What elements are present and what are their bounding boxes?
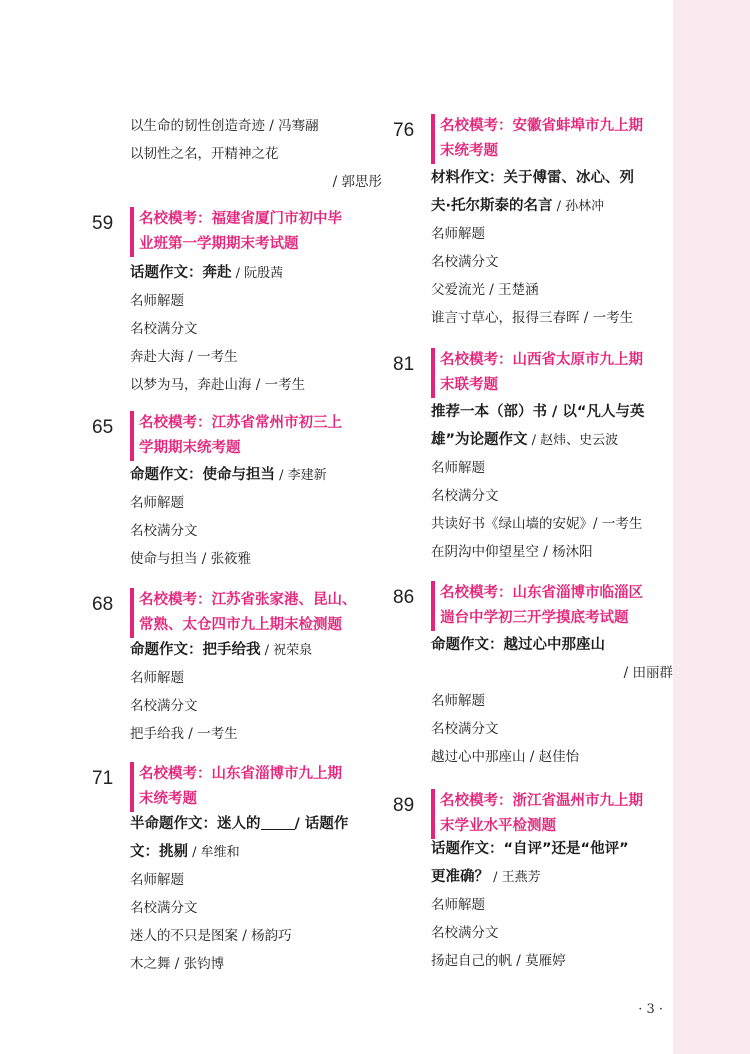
page-number: · 3 · xyxy=(638,1002,663,1017)
toc-entry[interactable]: 把手给我 / 一考生 xyxy=(130,726,238,742)
toc-entry[interactable]: 越过心中那座山 / 赵佳怡 xyxy=(431,749,580,765)
toc-entry[interactable]: 名校满分文 xyxy=(431,488,499,504)
page-ref: 59 xyxy=(92,213,114,234)
page-ref: 76 xyxy=(393,120,415,141)
toc-entry-author: / 郭思彤 xyxy=(332,174,382,190)
fill-in-blank xyxy=(261,815,295,830)
toc-entry[interactable]: 名师解题 xyxy=(130,872,184,888)
topic-line[interactable]: 夫·托尔斯泰的名言 / 孙林冲 xyxy=(431,198,605,214)
toc-entry[interactable]: 名师解题 xyxy=(431,226,485,242)
toc-entry-author: / 田丽群 xyxy=(623,665,673,681)
toc-entry[interactable]: 名校满分文 xyxy=(130,698,198,714)
page-ref: 68 xyxy=(92,594,114,615)
topic-line[interactable]: 材料作文：关于傅雷、冰心、列 xyxy=(431,170,634,186)
section-title[interactable]: 名校模考：江苏省张家港、昆山、 常熟、太仓四市九上期末检测题 xyxy=(130,588,357,638)
topic-line[interactable]: 文：挑剔 / 牟维和 xyxy=(130,844,240,860)
topic-line[interactable]: 话题作文：奔赴 / 阮殷茜 xyxy=(130,265,284,281)
topic-line[interactable]: 雄”为论题作文 / 赵炜、史云波 xyxy=(431,432,619,448)
toc-entry[interactable]: 奔赴大海 / 一考生 xyxy=(130,349,238,365)
section-title[interactable]: 名校模考：山东省淄博市临淄区 遄台中学初三开学摸底考试题 xyxy=(431,581,643,631)
topic-line[interactable]: 话题作文：“自评”还是“他评” xyxy=(431,841,629,857)
section-title[interactable]: 名校模考：安徽省蚌埠市九上期 末统考题 xyxy=(431,114,643,164)
topic-line[interactable]: 命题作文：使命与担当 / 李建新 xyxy=(130,467,327,483)
toc-entry[interactable]: 使命与担当 / 张筱雅 xyxy=(130,551,252,567)
topic-line[interactable]: 命题作文：越过心中那座山 xyxy=(431,637,605,653)
topic-line[interactable]: 更准确？ / 王燕芳 xyxy=(431,869,541,885)
toc-entry[interactable]: 名师解题 xyxy=(130,670,184,686)
section-title[interactable]: 名校模考：山东省淄博市九上期 末统考题 xyxy=(130,762,342,812)
page-ref: 89 xyxy=(393,795,415,816)
section-title[interactable]: 名校模考：江苏省常州市初三上 学期期末统考题 xyxy=(130,411,342,461)
toc-entry[interactable]: 迷人的不只是图案 / 杨韵巧 xyxy=(130,928,292,944)
page-ref: 71 xyxy=(92,768,114,789)
toc-entry[interactable]: 共读好书《绿山墙的安妮》/ 一考生 xyxy=(431,516,643,532)
toc-entry[interactable]: 名校满分文 xyxy=(431,925,499,941)
toc-entry[interactable]: 名校满分文 xyxy=(130,523,198,539)
toc-entry[interactable]: 名校满分文 xyxy=(431,721,499,737)
toc-entry[interactable]: 木之舞 / 张钧博 xyxy=(130,956,225,972)
toc-entry[interactable]: 名校满分文 xyxy=(431,254,499,270)
toc-entry[interactable]: 以梦为马，奔赴山海 / 一考生 xyxy=(130,377,306,393)
topic-line[interactable]: 半命题作文：迷人的 / 话题作 xyxy=(130,816,349,832)
page-ref: 81 xyxy=(393,354,415,375)
toc-entry[interactable]: 父爱流光 / 王楚涵 xyxy=(431,282,539,298)
section-title[interactable]: 名校模考：福建省厦门市初中毕 业班第一学期期末考试题 xyxy=(130,207,342,257)
toc-entry[interactable]: 在阴沟中仰望星空 / 杨沐阳 xyxy=(431,544,593,560)
toc-entry[interactable]: 扬起自己的帆 / 莫雁婷 xyxy=(431,953,566,969)
toc-entry[interactable]: 名校满分文 xyxy=(130,321,198,337)
toc-entry[interactable]: 谁言寸草心，报得三春晖 / 一考生 xyxy=(431,310,634,326)
topic-line[interactable]: 命题作文：把手给我 / 祝荣泉 xyxy=(130,642,313,658)
page-ref: 86 xyxy=(393,587,415,608)
topic-line[interactable]: 推荐一本（部）书 / 以“凡人与英 xyxy=(431,404,645,420)
toc-entry[interactable]: 名师解题 xyxy=(130,293,184,309)
page-ref: 65 xyxy=(92,417,114,438)
section-title[interactable]: 名校模考：山西省太原市九上期 末联考题 xyxy=(431,348,643,398)
toc-entry[interactable]: 以韧性之名，开精神之花 xyxy=(130,146,279,162)
toc-entry[interactable]: 以生命的韧性创造奇迹 / 冯骞翮 xyxy=(130,118,319,134)
toc-entry[interactable]: 名师解题 xyxy=(130,495,184,511)
section-title[interactable]: 名校模考：浙江省温州市九上期 末学业水平检测题 xyxy=(431,789,643,839)
toc-entry[interactable]: 名师解题 xyxy=(431,693,485,709)
toc-entry[interactable]: 名师解题 xyxy=(431,897,485,913)
side-color-band xyxy=(673,0,750,1054)
toc-entry[interactable]: 名校满分文 xyxy=(130,900,198,916)
toc-entry[interactable]: 名师解题 xyxy=(431,460,485,476)
